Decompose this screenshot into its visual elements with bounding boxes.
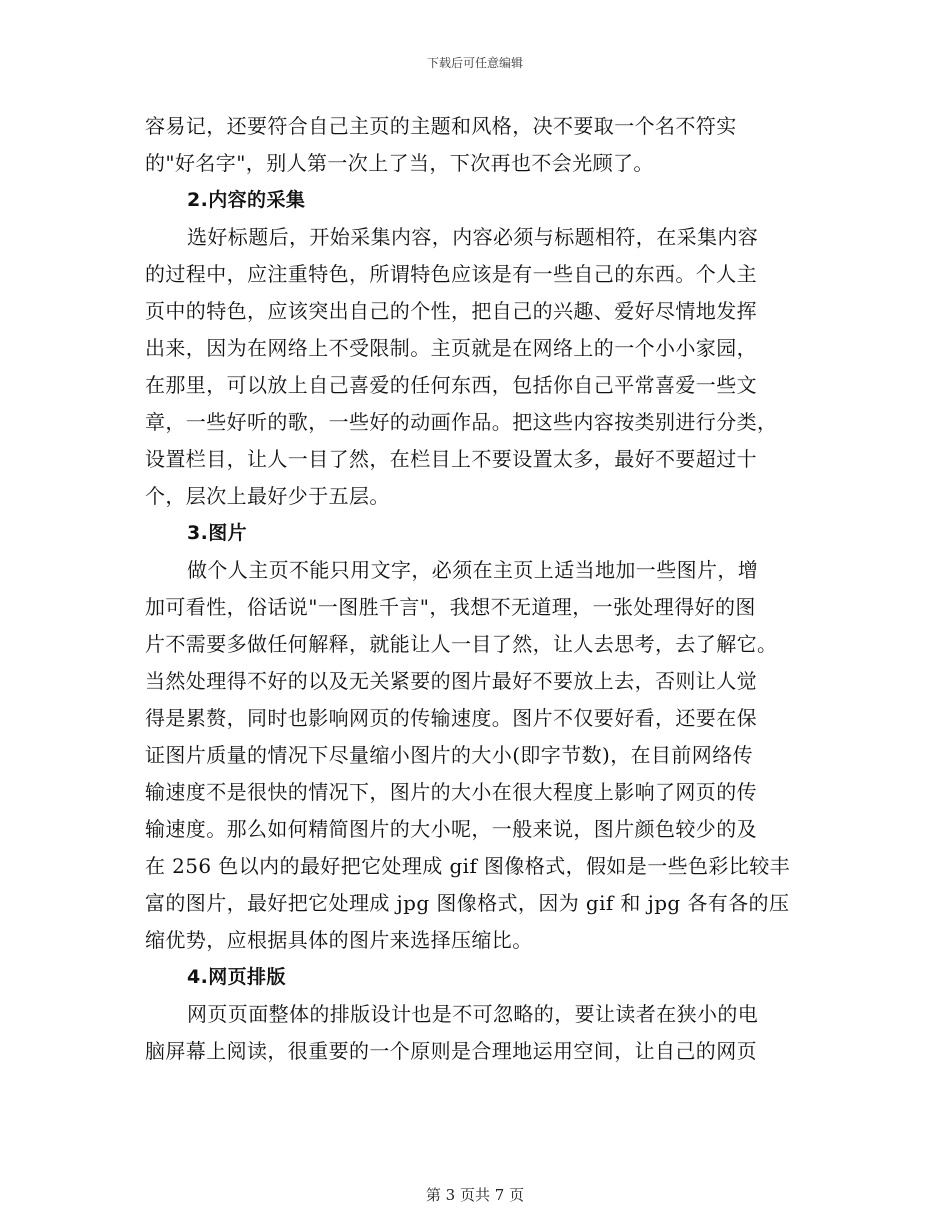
page-header: 下载后可任意编辑 — [426, 56, 523, 70]
text-line: 网页页面整体的排版设计也是不可忽略的，要让读者在狭小的电 — [187, 1002, 759, 1026]
text-line: 输速度。那么如何精简图片的大小呢，一般来说，图片颜色较少的及 — [145, 817, 757, 841]
text-line: 设置栏目，让人一目了然，在栏目上不要设置太多，最好不要超过十 — [145, 447, 757, 471]
text-line: 脑屏幕上阅读，很重要的一个原则是合理地运用空间，让自己的网页 — [145, 1039, 757, 1063]
text-line: 选好标题后，开始采集内容，内容必须与标题相符，在采集内容 — [187, 225, 759, 249]
text-line: 当然处理得不好的以及无关紧要的图片最好不要放上去，否则让人觉 — [145, 669, 757, 693]
text-line: 容易记，还要符合自己主页的主题和风格，决不要取一个名不符实 — [145, 114, 737, 138]
text-line: 在那里，可以放上自己喜爱的任何东西，包括你自己平常喜爱一些文 — [145, 373, 757, 397]
text-line: 片不需要多做任何解释，就能让人一目了然，让人去思考，去了解它。 — [145, 632, 778, 656]
text-line: 加可看性，俗话说"一图胜千言"，我想不无道理，一张处理得好的图 — [145, 595, 756, 619]
section-heading: 3.图片 — [187, 522, 248, 544]
text-line: 富的图片，最好把它处理成 jpg 图像格式，因为 gif 和 jpg 各有各的压 — [145, 891, 790, 915]
text-line: 个，层次上最好少于五层。 — [145, 484, 390, 508]
section-heading: 4.网页排版 — [187, 966, 286, 988]
document-body — [145, 108, 815, 1070]
section-heading: 2.内容的采集 — [187, 189, 306, 211]
text-line: 缩优势，应根据具体的图片来选择压缩比。 — [145, 928, 533, 952]
text-line: 证图片质量的情况下尽量缩小图片的大小(即字节数)，在目前网络传 — [145, 743, 754, 767]
text-line: 章，一些好听的歌，一些好的动画作品。把这些内容按类别进行分类， — [145, 410, 778, 434]
text-line: 做个人主页不能只用文字，必须在主页上适当地加一些图片，增 — [187, 558, 759, 582]
text-line: 输速度不是很快的情况下，图片的大小在很大程度上影响了网页的传 — [145, 780, 757, 804]
text-line: 的"好名字"，别人第一次上了当，下次再也不会光顾了。 — [145, 151, 654, 175]
page-footer: 第 3 页共 7 页 — [425, 1186, 525, 1204]
text-line: 的过程中，应注重特色，所谓特色应该是有一些自己的东西。个人主 — [145, 262, 757, 286]
text-line: 出来，因为在网络上不受限制。主页就是在网络上的一个小小家园， — [145, 336, 757, 360]
text-line: 在 256 色以内的最好把它处理成 gif 图像格式，假如是一些色彩比较丰 — [145, 854, 791, 878]
text-line: 得是累赘，同时也影响网页的传输速度。图片不仅要好看，还要在保 — [145, 706, 757, 730]
text-line: 页中的特色，应该突出自己的个性，把自己的兴趣、爱好尽情地发挥 — [145, 299, 757, 323]
